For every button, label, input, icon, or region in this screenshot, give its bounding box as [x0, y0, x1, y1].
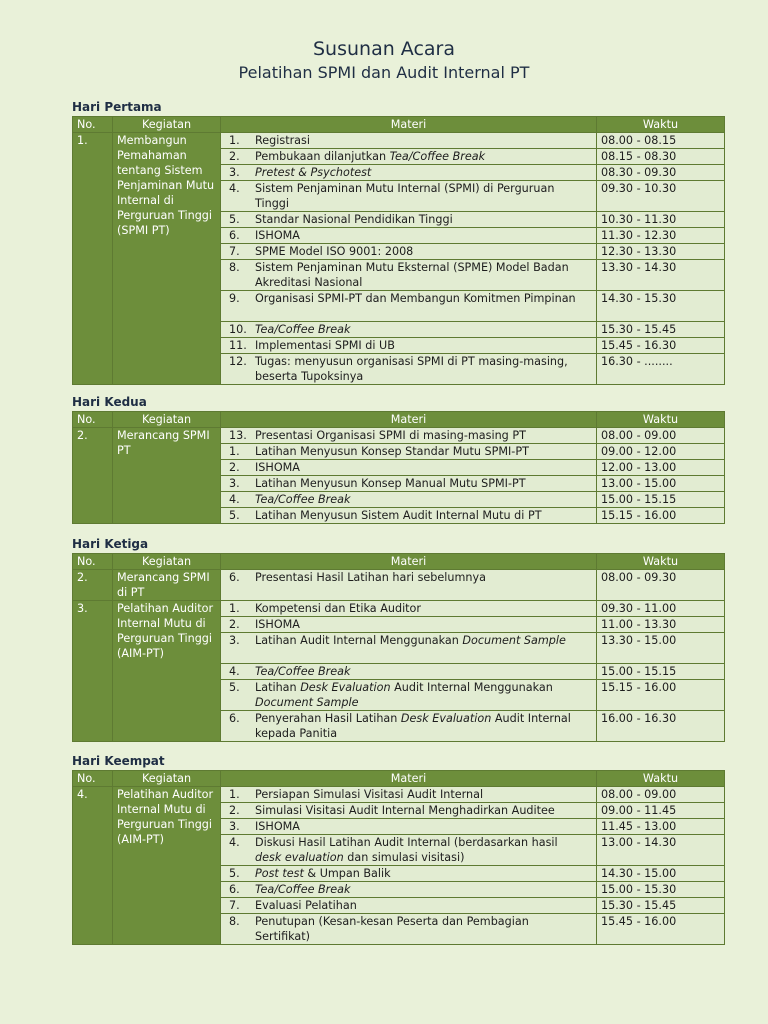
time-cell: 08.30 - 09.30: [597, 165, 725, 181]
materi-number: 2.: [229, 150, 240, 163]
time-cell: 10.30 - 11.30: [597, 212, 725, 228]
materi-cell: [221, 291, 597, 322]
materi-cell: [221, 819, 597, 835]
materi-cell: [221, 866, 597, 882]
materi-number: 9.: [229, 292, 240, 305]
header-no: No.: [73, 771, 113, 787]
materi-cell: [221, 244, 597, 260]
materi-cell: [221, 322, 597, 338]
time-cell: 15.00 - 15.15: [597, 492, 725, 508]
materi-cell: [221, 492, 597, 508]
table-header-row: [73, 412, 725, 428]
materi-cell: [221, 601, 597, 617]
schedule-table: [72, 411, 725, 524]
time-cell: 14.30 - 15.00: [597, 866, 725, 882]
materi-number: 10.: [229, 323, 247, 336]
materi-number: 2.: [229, 461, 240, 474]
header-waktu: Waktu: [597, 554, 725, 570]
materi-number: 5.: [229, 681, 240, 694]
header-materi: Materi: [221, 412, 597, 428]
time-cell: 13.00 - 14.30: [597, 835, 725, 866]
materi-text: Tea/Coffee Break: [255, 665, 351, 678]
materi-text: Simulasi Visitasi Audit Internal Menghadirkan Auditee: [255, 804, 555, 817]
materi-number: 4.: [229, 665, 240, 678]
header-no: No.: [73, 412, 113, 428]
materi-cell: [221, 228, 597, 244]
materi-text: Tea/Coffee Break: [255, 493, 351, 506]
materi-number: 3.: [229, 477, 240, 490]
header-kegiatan: Kegiatan: [113, 771, 221, 787]
time-cell: 15.00 - 15.30: [597, 882, 725, 898]
materi-number: 1.: [229, 788, 240, 801]
materi-number: 1.: [229, 602, 240, 615]
materi-text: Standar Nasional Pendidikan Tinggi: [255, 213, 453, 226]
materi-cell: [221, 914, 597, 945]
materi-text: Evaluasi Pelatihan: [255, 899, 357, 912]
header-no: No.: [73, 554, 113, 570]
materi-text: Penyerahan Hasil Latihan Desk Evaluation Audit Internal kepada Panitia: [255, 712, 571, 740]
materi-cell: [221, 460, 597, 476]
day-label: Hari Kedua: [72, 395, 147, 409]
materi-cell: [221, 711, 597, 742]
materi-text: Tea/Coffee Break: [255, 883, 351, 896]
time-cell: 08.15 - 08.30: [597, 149, 725, 165]
materi-cell: [221, 664, 597, 680]
materi-cell: [221, 898, 597, 914]
materi-text: Kompetensi dan Etika Auditor: [255, 602, 422, 615]
materi-cell: [221, 428, 597, 444]
materi-cell: [221, 617, 597, 633]
materi-cell: [221, 165, 597, 181]
materi-number: 6.: [229, 229, 240, 242]
materi-number: 4.: [229, 836, 240, 849]
header-waktu: Waktu: [597, 412, 725, 428]
materi-number: 6.: [229, 883, 240, 896]
header-kegiatan: Kegiatan: [113, 554, 221, 570]
time-cell: 08.00 - 09.00: [597, 428, 725, 444]
activity-number: 2.: [73, 428, 113, 524]
time-cell: 08.00 - 09.30: [597, 570, 725, 601]
materi-text: Registrasi: [255, 134, 310, 147]
table-row: [73, 428, 725, 444]
time-cell: 13.00 - 15.00: [597, 476, 725, 492]
time-cell: 11.00 - 13.30: [597, 617, 725, 633]
time-cell: 16.30 - ........: [597, 354, 725, 385]
day-label: Hari Pertama: [72, 100, 162, 114]
time-cell: 09.30 - 10.30: [597, 181, 725, 212]
materi-number: 7.: [229, 899, 240, 912]
materi-text: Latihan Menyusun Sistem Audit Internal Mutu di PT: [255, 509, 542, 522]
materi-number: 5.: [229, 509, 240, 522]
time-cell: 15.00 - 15.15: [597, 664, 725, 680]
materi-number: 3.: [229, 166, 240, 179]
materi-number: 1.: [229, 134, 240, 147]
materi-cell: [221, 354, 597, 385]
activity-name: Merancang SPMI di PT: [113, 570, 221, 601]
materi-text: ISHOMA: [255, 618, 300, 631]
time-cell: 14.30 - 15.30: [597, 291, 725, 322]
time-cell: 09.00 - 11.45: [597, 803, 725, 819]
time-cell: 08.00 - 08.15: [597, 133, 725, 149]
materi-text: Implementasi SPMI di UB: [255, 339, 395, 352]
time-cell: 15.45 - 16.00: [597, 914, 725, 945]
activity-number: 3.: [73, 601, 113, 742]
materi-cell: [221, 680, 597, 711]
materi-text: Presentasi Hasil Latihan hari sebelumnya: [255, 571, 486, 584]
materi-text: Post test & Umpan Balik: [255, 867, 391, 880]
materi-text: Pembukaan dilanjutkan Tea/Coffee Break: [255, 150, 486, 163]
time-cell: 09.30 - 11.00: [597, 601, 725, 617]
table-header-row: [73, 771, 725, 787]
materi-text: Presentasi Organisasi SPMI di masing-masing PT: [255, 429, 526, 442]
materi-text: Penutupan (Kesan-kesan Peserta dan Pembagian Sertifikat): [255, 915, 529, 943]
schedule-table: [72, 553, 725, 742]
header-no: No.: [73, 117, 113, 133]
materi-number: 8.: [229, 915, 240, 928]
materi-text: Tugas: menyusun organisasi SPMI di PT masing-masing, beserta Tupoksinya: [255, 355, 568, 383]
materi-cell: [221, 882, 597, 898]
materi-text: Latihan Menyusun Konsep Manual Mutu SPMI-PT: [255, 477, 526, 490]
materi-text: SPME Model ISO 9001: 2008: [255, 245, 414, 258]
header-waktu: Waktu: [597, 117, 725, 133]
activity-number: 4.: [73, 787, 113, 945]
materi-cell: [221, 133, 597, 149]
time-cell: 15.30 - 15.45: [597, 898, 725, 914]
time-cell: 13.30 - 15.00: [597, 633, 725, 664]
time-cell: 16.00 - 16.30: [597, 711, 725, 742]
materi-number: 5.: [229, 867, 240, 880]
materi-text: Latihan Desk Evaluation Audit Internal Menggunakan Document Sample: [255, 681, 553, 709]
materi-text: ISHOMA: [255, 461, 300, 474]
activity-number: 1.: [73, 133, 113, 385]
materi-number: 8.: [229, 261, 240, 274]
materi-number: 11.: [229, 339, 247, 352]
materi-text: Latihan Audit Internal Menggunakan Document Sample: [255, 634, 566, 647]
materi-number: 4.: [229, 493, 240, 506]
materi-text: ISHOMA: [255, 229, 300, 242]
time-cell: 15.15 - 16.00: [597, 508, 725, 524]
table-header-row: [73, 554, 725, 570]
materi-text: Sistem Penjaminan Mutu Eksternal (SPME) Model Badan Akreditasi Nasional: [255, 261, 569, 289]
materi-text: ISHOMA: [255, 820, 300, 833]
day-label: Hari Keempat: [72, 754, 165, 768]
materi-cell: [221, 787, 597, 803]
time-cell: 13.30 - 14.30: [597, 260, 725, 291]
materi-text: Sistem Penjaminan Mutu Internal (SPMI) di Perguruan Tinggi: [255, 182, 555, 210]
materi-cell: [221, 835, 597, 866]
materi-cell: [221, 444, 597, 460]
materi-number: 12.: [229, 355, 247, 368]
materi-cell: [221, 149, 597, 165]
header-materi: Materi: [221, 117, 597, 133]
materi-text: Persiapan Simulasi Visitasi Audit Internal: [255, 788, 484, 801]
materi-cell: [221, 181, 597, 212]
table-row: [73, 787, 725, 803]
header-kegiatan: Kegiatan: [113, 412, 221, 428]
page-subtitle: Pelatihan SPMI dan Audit Internal PT: [238, 63, 530, 82]
header-waktu: Waktu: [597, 771, 725, 787]
time-cell: 11.30 - 12.30: [597, 228, 725, 244]
time-cell: 08.00 - 09.00: [597, 787, 725, 803]
materi-cell: [221, 476, 597, 492]
materi-number: 6.: [229, 571, 240, 584]
time-cell: 12.30 - 13.30: [597, 244, 725, 260]
materi-cell: [221, 570, 597, 601]
header-materi: Materi: [221, 771, 597, 787]
materi-text: Organisasi SPMI-PT dan Membangun Komitmen Pimpinan: [255, 292, 576, 305]
materi-number: 2.: [229, 618, 240, 631]
activity-name: Membangun Pemahaman tentang Sistem Penjaminan Mutu Internal di Perguruan Tinggi (SPMI PT): [113, 133, 221, 385]
table-header-row: [73, 117, 725, 133]
table-row: [73, 133, 725, 149]
materi-cell: [221, 633, 597, 664]
materi-text: Latihan Menyusun Konsep Standar Mutu SPMI-PT: [255, 445, 529, 458]
page-title: Susunan Acara: [312, 38, 456, 60]
time-cell: 09.00 - 12.00: [597, 444, 725, 460]
header-materi: Materi: [221, 554, 597, 570]
table-row: [73, 601, 725, 617]
time-cell: 12.00 - 13.00: [597, 460, 725, 476]
materi-cell: [221, 260, 597, 291]
materi-number: 4.: [229, 182, 240, 195]
schedule-table: [72, 770, 725, 945]
day-label: Hari Ketiga: [72, 537, 149, 551]
table-row: [73, 570, 725, 601]
materi-text: Diskusi Hasil Latihan Audit Internal (berdasarkan hasil desk evaluation dan simulasi visitasi): [255, 836, 558, 864]
materi-text: Tea/Coffee Break: [255, 323, 351, 336]
materi-number: 3.: [229, 634, 240, 647]
activity-number: 2.: [73, 570, 113, 601]
activity-name: Merancang SPMI PT: [113, 428, 221, 524]
schedule-table: [72, 116, 725, 385]
materi-number: 5.: [229, 213, 240, 226]
materi-number: 1.: [229, 445, 240, 458]
header-kegiatan: Kegiatan: [113, 117, 221, 133]
activity-name: Pelatihan Auditor Internal Mutu di Perguruan Tinggi (AIM-PT): [113, 601, 221, 742]
materi-number: 2.: [229, 804, 240, 817]
time-cell: 11.45 - 13.00: [597, 819, 725, 835]
materi-number: 3.: [229, 820, 240, 833]
materi-text: Pretest & Psychotest: [255, 166, 372, 179]
materi-number: 13.: [229, 429, 247, 442]
materi-cell: [221, 338, 597, 354]
time-cell: 15.15 - 16.00: [597, 680, 725, 711]
materi-cell: [221, 508, 597, 524]
materi-cell: [221, 803, 597, 819]
time-cell: 15.30 - 15.45: [597, 322, 725, 338]
activity-name: Pelatihan Auditor Internal Mutu di Perguruan Tinggi (AIM-PT): [113, 787, 221, 945]
time-cell: 15.45 - 16.30: [597, 338, 725, 354]
materi-cell: [221, 212, 597, 228]
materi-number: 6.: [229, 712, 240, 725]
materi-number: 7.: [229, 245, 240, 258]
